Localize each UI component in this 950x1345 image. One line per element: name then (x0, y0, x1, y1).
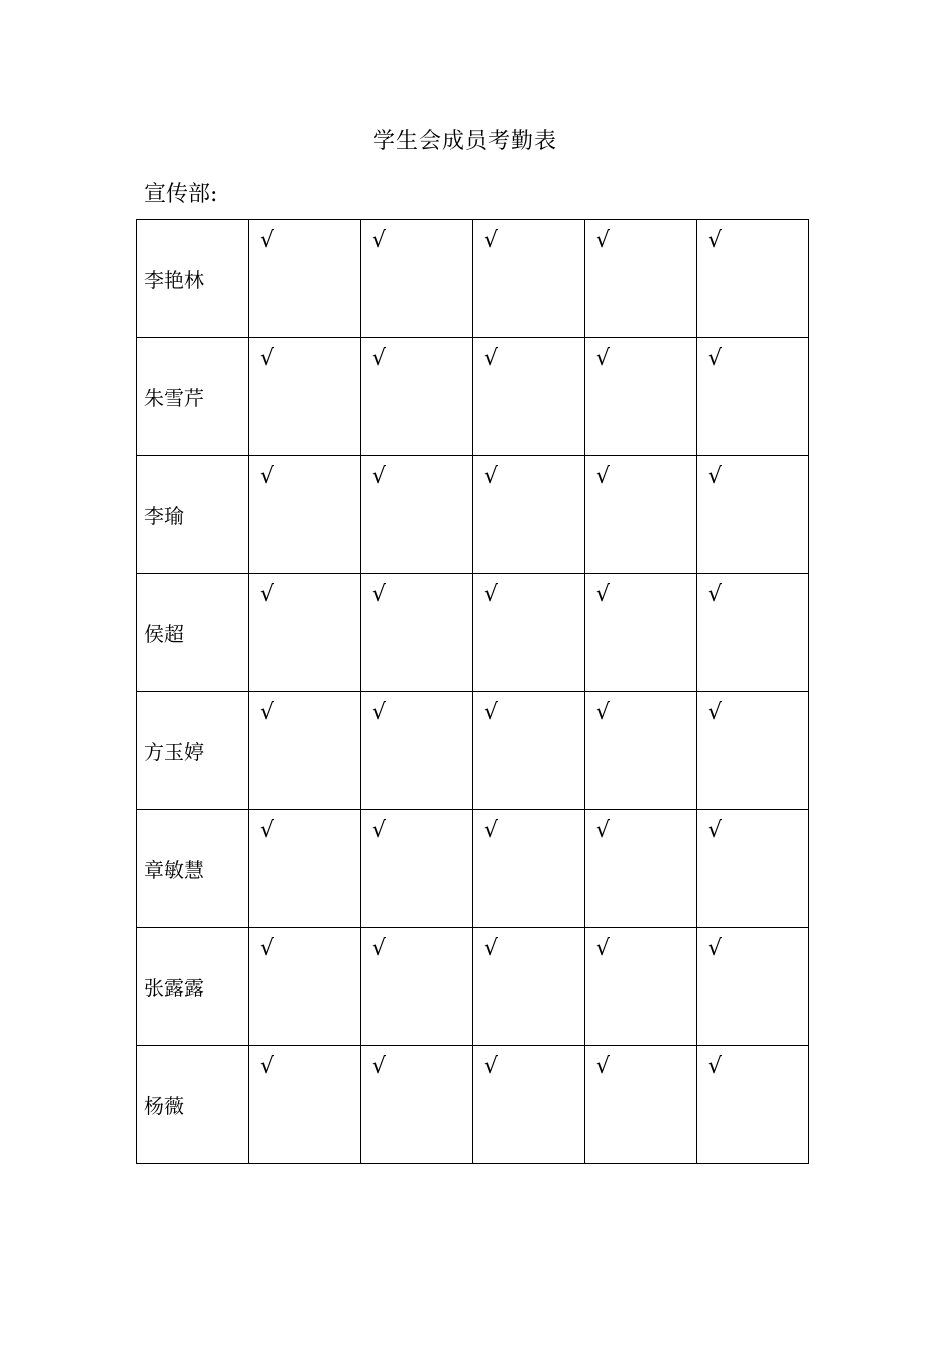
attendance-cell (249, 338, 361, 456)
member-name: 方玉婷 (144, 740, 204, 764)
attendance-cell (697, 810, 809, 928)
check-mark: √ (596, 464, 611, 489)
attendance-cell (361, 928, 473, 1046)
attendance-cell (249, 810, 361, 928)
check-mark: √ (372, 346, 387, 371)
member-name-cell (137, 692, 249, 810)
member-name-cell (137, 456, 249, 574)
attendance-cell (361, 456, 473, 574)
check-mark: √ (596, 936, 611, 961)
check-mark: √ (708, 1054, 723, 1079)
attendance-cell (473, 456, 585, 574)
check-mark: √ (484, 700, 499, 725)
table-row (137, 692, 809, 810)
member-name: 李瑜 (144, 504, 184, 528)
member-name: 张露露 (144, 976, 204, 1000)
check-mark: √ (372, 1054, 387, 1079)
check-mark: √ (260, 464, 275, 489)
attendance-cell (249, 1046, 361, 1164)
member-name: 朱雪芹 (144, 386, 204, 410)
check-mark: √ (260, 936, 275, 961)
attendance-cell (249, 456, 361, 574)
member-name: 李艳林 (144, 268, 204, 292)
attendance-cell (585, 928, 697, 1046)
member-name-cell (137, 810, 249, 928)
attendance-cell (361, 220, 473, 338)
check-mark: √ (372, 582, 387, 607)
check-mark: √ (708, 346, 723, 371)
table-row (137, 338, 809, 456)
attendance-cell (473, 810, 585, 928)
attendance-table-body (137, 220, 809, 1164)
attendance-cell (473, 338, 585, 456)
member-name-cell (137, 338, 249, 456)
page-title: 学生会成员考勤表 (372, 129, 557, 154)
attendance-cell (361, 692, 473, 810)
member-name-cell (137, 574, 249, 692)
attendance-cell (585, 574, 697, 692)
member-name-cell (137, 1046, 249, 1164)
check-mark: √ (484, 228, 499, 253)
check-mark: √ (708, 228, 723, 253)
attendance-cell (361, 810, 473, 928)
attendance-cell (585, 456, 697, 574)
attendance-cell (697, 338, 809, 456)
table-row (137, 220, 809, 338)
attendance-cell (585, 1046, 697, 1164)
attendance-cell (473, 220, 585, 338)
attendance-cell (473, 928, 585, 1046)
check-mark: √ (484, 464, 499, 489)
check-mark: √ (596, 582, 611, 607)
table-row (137, 810, 809, 928)
attendance-cell (361, 1046, 473, 1164)
attendance-cell (697, 928, 809, 1046)
check-mark: √ (260, 818, 275, 843)
attendance-cell (473, 574, 585, 692)
check-mark: √ (708, 464, 723, 489)
member-name: 章敏慧 (144, 858, 204, 882)
attendance-cell (473, 1046, 585, 1164)
check-mark: √ (596, 818, 611, 843)
attendance-cell (473, 692, 585, 810)
attendance-cell (585, 338, 697, 456)
check-mark: √ (708, 936, 723, 961)
check-mark: √ (484, 346, 499, 371)
check-mark: √ (708, 818, 723, 843)
check-mark: √ (708, 582, 723, 607)
check-mark: √ (260, 582, 275, 607)
check-mark: √ (372, 818, 387, 843)
attendance-cell (697, 1046, 809, 1164)
check-mark: √ (372, 464, 387, 489)
check-mark: √ (484, 582, 499, 607)
attendance-cell (697, 456, 809, 574)
attendance-cell (585, 810, 697, 928)
attendance-cell (361, 574, 473, 692)
check-mark: √ (596, 1054, 611, 1079)
member-name-cell (137, 220, 249, 338)
member-name-cell (137, 928, 249, 1046)
table-row (137, 1046, 809, 1164)
check-mark: √ (372, 700, 387, 725)
check-mark: √ (372, 228, 387, 253)
check-mark: √ (484, 1054, 499, 1079)
department-label: 宣传部: (144, 182, 218, 207)
check-mark: √ (260, 1054, 275, 1079)
check-mark: √ (708, 700, 723, 725)
check-mark: √ (372, 936, 387, 961)
attendance-cell (697, 220, 809, 338)
attendance-cell (249, 928, 361, 1046)
member-name: 杨薇 (144, 1094, 184, 1118)
check-mark: √ (596, 346, 611, 371)
check-mark: √ (260, 700, 275, 725)
check-mark: √ (596, 228, 611, 253)
attendance-cell (249, 220, 361, 338)
check-mark: √ (484, 818, 499, 843)
attendance-cell (249, 692, 361, 810)
table-row (137, 456, 809, 574)
attendance-cell (249, 574, 361, 692)
check-mark: √ (260, 228, 275, 253)
attendance-cell (585, 220, 697, 338)
attendance-cell (697, 692, 809, 810)
table-row (137, 574, 809, 692)
check-mark: √ (484, 936, 499, 961)
check-mark: √ (596, 700, 611, 725)
check-mark: √ (260, 346, 275, 371)
attendance-cell (697, 574, 809, 692)
member-name: 侯超 (144, 622, 184, 646)
attendance-cell (585, 692, 697, 810)
attendance-table (136, 219, 809, 1164)
attendance-cell (361, 338, 473, 456)
table-row (137, 928, 809, 1046)
